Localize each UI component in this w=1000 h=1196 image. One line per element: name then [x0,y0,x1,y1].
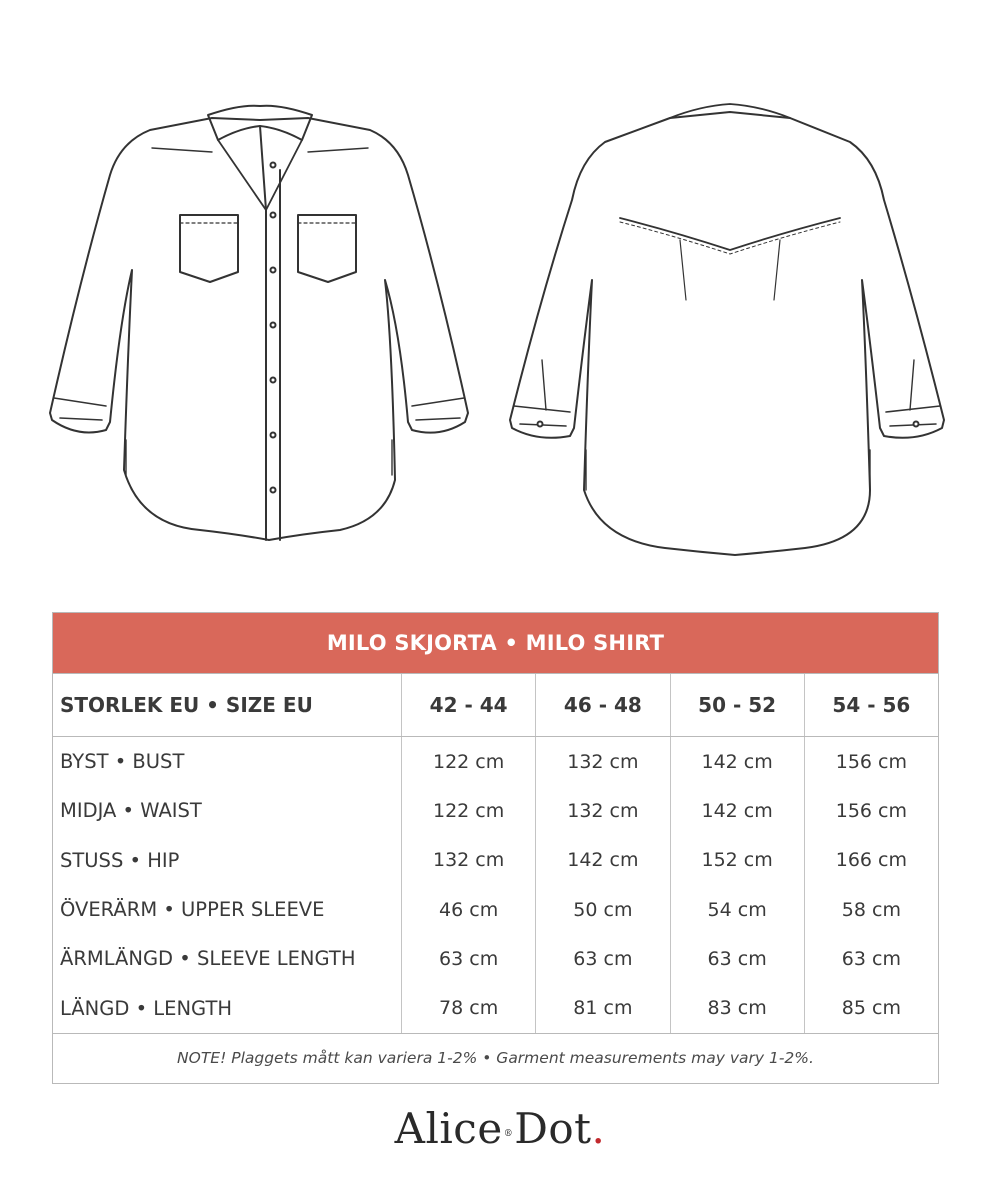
size-header: 50 - 52 [670,674,804,736]
row-value: 132 cm [535,786,669,835]
measurement-note: NOTE! Plaggets mått kan variera 1-2% • Garment measurements may vary 1-2%. [177,1049,814,1067]
row-label: ÄRMLÄNGD • SLEEVE LENGTH [60,947,356,971]
row-value: 50 cm [535,885,669,934]
shirt-front-drawing [40,0,480,570]
registered-mark: ® [503,1129,514,1139]
table-header-row [53,673,938,737]
table-body [53,737,938,1034]
row-value: 63 cm [670,934,804,983]
row-value: 142 cm [670,786,804,835]
size-chart-table [52,612,939,1084]
table-row [53,885,938,934]
row-value: 132 cm [401,836,535,885]
size-eu-header: STORLEK EU • SIZE EU [60,693,313,717]
row-value: 122 cm [401,737,535,786]
row-value: 54 cm [670,885,804,934]
logo-red-dot: . [591,1103,606,1153]
alicedot-logo [0,1098,1000,1158]
table-row [53,984,938,1033]
row-label: LÄNGD • LENGTH [60,996,233,1020]
row-label: ÖVERÄRM • UPPER SLEEVE [60,898,325,922]
row-value: 142 cm [535,836,669,885]
row-value: 63 cm [804,934,938,983]
logo-text-dot: Dot [514,1103,592,1153]
size-header: 42 - 44 [401,674,535,736]
row-value: 122 cm [401,786,535,835]
row-value: 152 cm [670,836,804,885]
row-value: 58 cm [804,885,938,934]
row-value: 63 cm [535,934,669,983]
row-value: 166 cm [804,836,938,885]
shirt-back-drawing [500,0,960,570]
logo-text-alice: Alice [394,1103,503,1153]
table-row [53,934,938,983]
row-value: 132 cm [535,737,669,786]
row-value: 142 cm [670,737,804,786]
row-value: 156 cm [804,737,938,786]
row-value: 81 cm [535,984,669,1033]
table-row [53,786,938,835]
row-value: 46 cm [401,885,535,934]
table-row [53,737,938,786]
size-header: 54 - 56 [804,674,938,736]
table-title: MILO SKJORTA • MILO SHIRT [53,613,938,673]
row-label: BYST • BUST [60,750,185,774]
row-label: MIDJA • WAIST [60,799,202,823]
row-value: 156 cm [804,786,938,835]
row-label: STUSS • HIP [60,848,180,872]
row-value: 83 cm [670,984,804,1033]
row-value: 85 cm [804,984,938,1033]
row-value: 78 cm [401,984,535,1033]
size-header: 46 - 48 [535,674,669,736]
row-value: 63 cm [401,934,535,983]
table-row [53,836,938,885]
illustrations [0,0,1000,580]
